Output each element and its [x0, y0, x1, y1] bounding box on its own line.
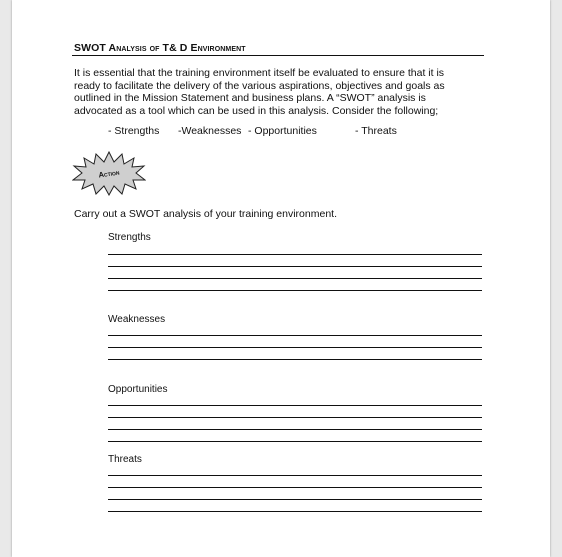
- instruction-text: Carry out a SWOT analysis of your training environment.: [74, 208, 337, 220]
- title-underline: [72, 55, 484, 56]
- writing-line: [108, 254, 482, 255]
- action-burst-icon: [72, 150, 146, 196]
- paragraph-line: ready to facilitate the delivery of the various aspirations, objectives and goals as: [74, 79, 445, 92]
- writing-line: [108, 475, 482, 476]
- writing-line: [108, 417, 482, 418]
- writing-line: [108, 278, 482, 279]
- writing-line: [108, 335, 482, 336]
- swot-item-threats: - Threats: [355, 125, 397, 137]
- writing-line: [108, 441, 482, 442]
- writing-line: [108, 266, 482, 267]
- document-title: SWOT Analysis of T& D Environment: [74, 42, 246, 54]
- swot-item-opportunities: - Opportunities: [248, 125, 317, 137]
- paragraph-line: advocated as a tool which can be used in this analysis. Consider the following;: [74, 104, 439, 117]
- writing-line: [108, 487, 482, 488]
- writing-line: [108, 359, 482, 360]
- writing-line: [108, 511, 482, 512]
- writing-line: [108, 405, 482, 406]
- writing-line: [108, 290, 482, 291]
- section-label-threats: Threats: [108, 454, 142, 465]
- section-label-weaknesses: Weaknesses: [108, 314, 166, 325]
- document-page: [12, 0, 550, 557]
- paragraph-line: outlined in the Mission Statement and business plans. A “SWOT” analysis is: [74, 92, 426, 105]
- writing-line: [108, 429, 482, 430]
- writing-line: [108, 347, 482, 348]
- section-label-opportunities: Opportunities: [108, 384, 168, 395]
- writing-line: [108, 499, 482, 500]
- paragraph-line: It is essential that the training environment itself be evaluated to ensure that it is: [74, 67, 445, 79]
- action-badge-label: Action: [97, 167, 120, 180]
- swot-item-strengths: - Strengths: [108, 125, 160, 137]
- section-label-strengths: Strengths: [108, 232, 151, 243]
- intro-paragraph: [74, 67, 494, 117]
- swot-item-weaknesses: -Weaknesses: [178, 125, 242, 137]
